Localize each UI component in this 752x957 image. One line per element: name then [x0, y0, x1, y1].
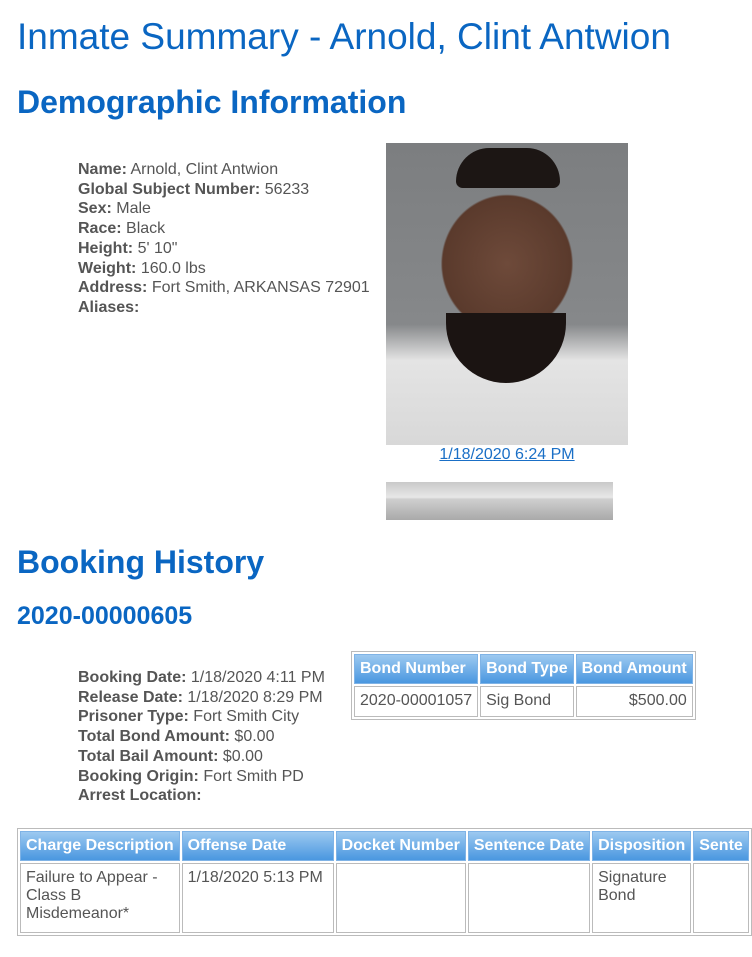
sentence-header[interactable]: Sente [693, 831, 749, 861]
field-address: Address: Fort Smith, ARKANSAS 72901 [78, 279, 370, 297]
field-subject-number: Global Subject Number: 56233 [78, 180, 310, 198]
offense-date-cell: 1/18/2020 5:13 PM [182, 863, 334, 933]
disposition-cell: Signature Bond [592, 863, 691, 933]
booking-info [78, 668, 325, 806]
bond-header-row [354, 654, 693, 684]
disposition-header[interactable]: Disposition [592, 831, 691, 861]
field-race: Race: Black [78, 220, 166, 238]
field-booking-date: Booking Date: 1/18/2020 4:11 PM [78, 669, 325, 686]
sentence-date-cell [468, 863, 590, 933]
bond-type-header[interactable]: Bond Type [480, 654, 573, 684]
charge-description-cell: Failure to Appear - Class B Misdemeanor* [20, 863, 180, 933]
mugshot-photo[interactable] [386, 143, 628, 445]
field-total-bond: Total Bond Amount: $0.00 [78, 728, 275, 746]
charge-description-header[interactable]: Charge Description [20, 831, 180, 861]
secondary-photo[interactable] [386, 482, 613, 520]
sentence-date-header[interactable]: Sentence Date [468, 831, 590, 861]
table-row [354, 686, 693, 717]
field-arrest-location: Arrest Location: [78, 787, 202, 805]
field-name: Name: Arnold, Clint Antwion [78, 161, 279, 178]
field-aliases: Aliases: [78, 298, 140, 316]
offense-date-header[interactable]: Offense Date [182, 831, 334, 861]
field-total-bail: Total Bail Amount: $0.00 [78, 747, 263, 765]
docket-number-cell [336, 863, 466, 933]
sentence-cell [693, 863, 749, 933]
page-title: Inmate Summary - Arnold, Clint Antwion [17, 16, 671, 57]
docket-number-header[interactable]: Docket Number [336, 831, 466, 861]
charges-table [17, 828, 752, 936]
field-sex: Sex: Male [78, 200, 151, 218]
field-booking-origin: Booking Origin: Fort Smith PD [78, 767, 304, 785]
photo-beard [446, 313, 566, 383]
field-prisoner-type: Prisoner Type: Fort Smith City [78, 708, 300, 726]
booking-history-heading: Booking History [17, 544, 265, 580]
field-height: Height: 5' 10" [78, 239, 178, 257]
booking-number: 2020-00000605 [17, 602, 193, 630]
charges-header-row [20, 831, 749, 861]
field-weight: Weight: 160.0 lbs [78, 259, 206, 277]
bond-amount-cell: $500.00 [576, 686, 693, 717]
bond-number-header[interactable]: Bond Number [354, 654, 478, 684]
bond-number-cell: 2020-00001057 [354, 686, 478, 717]
demographic-info [78, 160, 370, 318]
bond-type-cell: Sig Bond [480, 686, 573, 717]
table-row [20, 863, 749, 933]
bond-table [351, 651, 696, 720]
demographic-heading: Demographic Information [17, 84, 407, 120]
photo-hair [456, 148, 560, 188]
bond-amount-header[interactable]: Bond Amount [576, 654, 693, 684]
field-release-date: Release Date: 1/18/2020 8:29 PM [78, 688, 323, 706]
photo-date-link[interactable]: 1/18/2020 6:24 PM [439, 446, 575, 463]
